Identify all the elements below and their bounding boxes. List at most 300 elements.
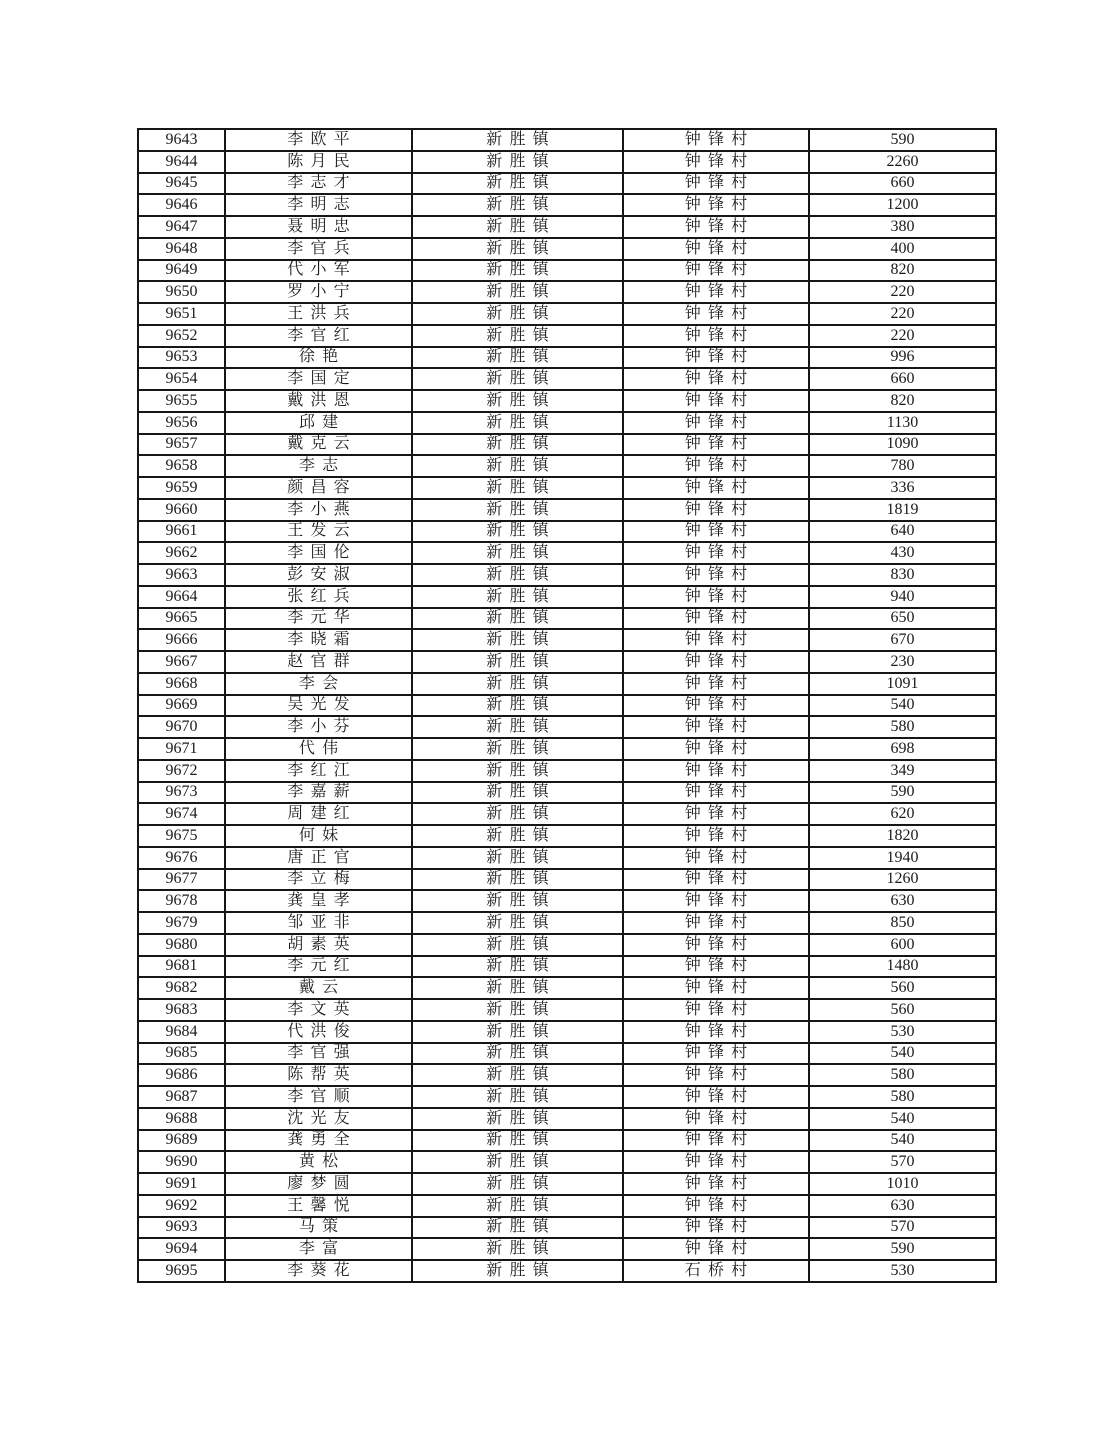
cell-town-text: 新胜镇 [486,805,556,823]
cell-town-text: 新胜镇 [486,1262,556,1279]
cell-town [412,890,623,912]
cell-town [412,673,623,695]
cell-village-text: 钟锋村 [684,152,755,170]
cell-name-text: 邹亚非 [287,913,357,931]
cell-amount: 540 [809,695,996,717]
cell-amount: 220 [809,303,996,325]
cell-name-text: 李国定 [287,370,357,388]
cell-name [225,1238,412,1260]
cell-village-text: 钟锋村 [684,435,755,453]
cell-amount: 1480 [809,956,996,978]
cell-amount: 830 [809,564,996,586]
table-row [138,673,996,695]
cell-town [412,999,623,1021]
cell-village [623,847,809,869]
cell-town-text: 新胜镇 [486,152,556,170]
cell-village-text: 钟锋村 [684,826,755,844]
cell-town [412,847,623,869]
cell-village-text: 钟锋村 [684,391,755,409]
cell-village [623,1043,809,1065]
table-row [138,956,996,978]
cell-town-text: 新胜镇 [486,696,556,714]
cell-village-text: 钟锋村 [684,674,755,692]
cell-village [623,825,809,847]
cell-town [412,564,623,586]
cell-id: 9670 [138,716,225,738]
cell-town [412,803,623,825]
cell-village [623,1195,809,1217]
cell-name [225,1173,412,1195]
table-row [138,542,996,564]
cell-town-text: 新胜镇 [486,261,556,279]
cell-name-text: 徐艳 [298,348,346,366]
cell-village-text: 钟锋村 [684,1240,755,1258]
cell-amount: 580 [809,1064,996,1086]
table-row [138,1260,996,1282]
table-row [138,1217,996,1239]
cell-id: 9683 [138,999,225,1021]
cell-town [412,325,623,347]
cell-village [623,977,809,999]
cell-village [623,1021,809,1043]
cell-id: 9695 [138,1260,225,1282]
cell-village-text: 钟锋村 [684,870,755,888]
cell-village [623,586,809,608]
cell-town [412,1130,623,1152]
cell-name [225,977,412,999]
cell-village [623,216,809,238]
cell-town-text: 新胜镇 [486,1153,556,1171]
cell-town [412,1195,623,1217]
cell-town-text: 新胜镇 [486,1240,556,1258]
cell-name-text: 代小军 [287,261,357,279]
cell-id: 9685 [138,1043,225,1065]
table-row [138,347,996,369]
cell-name-text: 戴云 [298,979,346,997]
cell-town [412,238,623,260]
cell-name-text: 李官兵 [287,239,357,257]
cell-village [623,912,809,934]
table-row [138,194,996,216]
cell-name-text: 李官红 [287,326,357,344]
cell-town [412,499,623,521]
cell-name [225,1021,412,1043]
cell-village-text: 钟锋村 [684,174,755,192]
cell-town-text: 新胜镇 [486,1109,556,1127]
cell-village [623,521,809,543]
cell-id: 9691 [138,1173,225,1195]
cell-town [412,1217,623,1239]
cell-town [412,412,623,434]
cell-village [623,303,809,325]
cell-village [623,1130,809,1152]
cell-name-text: 李小燕 [287,500,357,518]
cell-village-text: 钟锋村 [684,979,755,997]
cell-name [225,825,412,847]
cell-town-text: 新胜镇 [486,826,556,844]
cell-town-text: 新胜镇 [486,631,556,649]
cell-village-text: 钟锋村 [684,1022,755,1040]
table-row [138,738,996,760]
cell-amount: 698 [809,738,996,760]
cell-village [623,629,809,651]
cell-id: 9658 [138,455,225,477]
cell-name [225,434,412,456]
table-row [138,586,996,608]
cell-amount: 1260 [809,869,996,891]
cell-village [623,325,809,347]
table-row [138,564,996,586]
cell-town-text: 新胜镇 [486,522,556,540]
cell-town [412,1260,623,1282]
cell-name [225,368,412,390]
cell-village [623,194,809,216]
table-row [138,803,996,825]
cell-name-text: 张红兵 [287,587,357,605]
cell-amount: 590 [809,1238,996,1260]
cell-town-text: 新胜镇 [486,935,556,953]
cell-town-text: 新胜镇 [486,1022,556,1040]
cell-name-text: 陈月民 [287,152,357,170]
table-row [138,1173,996,1195]
table-row [138,977,996,999]
cell-name [225,303,412,325]
cell-amount: 820 [809,390,996,412]
cell-village-text: 钟锋村 [684,609,755,627]
cell-village-text: 钟锋村 [684,913,755,931]
table-row [138,238,996,260]
cell-id: 9657 [138,434,225,456]
table-row [138,1064,996,1086]
cell-town [412,434,623,456]
cell-amount: 540 [809,1108,996,1130]
cell-id: 9684 [138,1021,225,1043]
table-row [138,1086,996,1108]
cell-id: 9660 [138,499,225,521]
cell-name [225,629,412,651]
cell-id: 9686 [138,1064,225,1086]
table-row [138,847,996,869]
cell-id: 9693 [138,1217,225,1239]
cell-name-text: 李葵花 [287,1262,357,1279]
cell-name [225,934,412,956]
cell-village-text: 钟锋村 [684,196,755,214]
cell-amount: 1200 [809,194,996,216]
cell-name [225,1217,412,1239]
cell-village-text: 钟锋村 [684,1196,755,1214]
cell-town-text: 新胜镇 [486,609,556,627]
cell-town [412,934,623,956]
cell-village-text: 钟锋村 [684,587,755,605]
cell-name-text: 李志才 [287,174,357,192]
cell-village [623,760,809,782]
cell-village-text: 钟锋村 [684,783,755,801]
cell-village-text: 钟锋村 [684,739,755,757]
cell-name [225,347,412,369]
cell-name-text: 李元华 [287,609,357,627]
cell-town-text: 新胜镇 [486,174,556,192]
cell-name-text: 龚皇孝 [287,892,357,910]
cell-amount: 660 [809,368,996,390]
cell-village [623,1086,809,1108]
cell-town-text: 新胜镇 [486,348,556,366]
cell-village-text: 钟锋村 [684,1044,755,1062]
cell-amount: 620 [809,803,996,825]
cell-village-text: 钟锋村 [684,1000,755,1018]
cell-id: 9661 [138,521,225,543]
table-row [138,1238,996,1260]
table-row [138,1043,996,1065]
cell-id: 9666 [138,629,225,651]
cell-name-text: 李红江 [287,761,357,779]
cell-name-text: 李富 [298,1240,346,1258]
cell-amount: 640 [809,521,996,543]
cell-name [225,1130,412,1152]
cell-town [412,1151,623,1173]
cell-town-text: 新胜镇 [486,565,556,583]
cell-name [225,455,412,477]
cell-name [225,1260,412,1282]
cell-town-text: 新胜镇 [486,283,556,301]
cell-village-text: 钟锋村 [684,1087,755,1105]
cell-name-text: 李官强 [287,1044,357,1062]
cell-id: 9692 [138,1195,225,1217]
cell-id: 9671 [138,738,225,760]
cell-id: 9656 [138,412,225,434]
cell-id: 9688 [138,1108,225,1130]
cell-name [225,1151,412,1173]
cell-town-text: 新胜镇 [486,674,556,692]
cell-town [412,1108,623,1130]
cell-name-text: 李会 [298,674,346,692]
table-row [138,912,996,934]
cell-town [412,912,623,934]
cell-name-text: 周建红 [287,805,357,823]
table-row [138,760,996,782]
cell-town-text: 新胜镇 [486,1044,556,1062]
cell-town [412,194,623,216]
table-row [138,608,996,630]
cell-village [623,151,809,173]
cell-village [623,716,809,738]
table-row [138,1151,996,1173]
cell-town [412,651,623,673]
cell-village-text: 钟锋村 [684,631,755,649]
cell-amount: 1090 [809,434,996,456]
cell-amount: 630 [809,890,996,912]
cell-name-text: 廖梦圆 [287,1174,357,1192]
cell-amount: 630 [809,1195,996,1217]
cell-name [225,216,412,238]
cell-id: 9653 [138,347,225,369]
cell-name-text: 沈光友 [287,1109,357,1127]
cell-amount: 580 [809,1086,996,1108]
cell-village-text: 钟锋村 [684,1066,755,1084]
cell-name-text: 李晓霜 [287,631,357,649]
cell-amount: 220 [809,281,996,303]
table-row [138,434,996,456]
cell-name [225,803,412,825]
cell-village-text: 钟锋村 [684,1174,755,1192]
table-row [138,477,996,499]
cell-village [623,651,809,673]
cell-name [225,847,412,869]
table-row [138,934,996,956]
cell-name [225,281,412,303]
cell-name [225,586,412,608]
cell-town-text: 新胜镇 [486,848,556,866]
cell-name-text: 邱建 [298,413,346,431]
cell-town-text: 新胜镇 [486,217,556,235]
cell-name [225,260,412,282]
cell-town [412,1238,623,1260]
table-row [138,173,996,195]
cell-village-text: 钟锋村 [684,565,755,583]
cell-name [225,738,412,760]
roster-table-body [138,129,996,1282]
cell-id: 9644 [138,151,225,173]
cell-village [623,1151,809,1173]
cell-id: 9667 [138,651,225,673]
cell-village [623,738,809,760]
cell-name-text: 吴光发 [287,696,357,714]
cell-town [412,825,623,847]
cell-name [225,1086,412,1108]
cell-village-text: 钟锋村 [684,239,755,257]
cell-village [623,673,809,695]
cell-name [225,716,412,738]
table-row [138,651,996,673]
cell-village [623,477,809,499]
cell-amount: 660 [809,173,996,195]
cell-town-text: 新胜镇 [486,652,556,670]
cell-village [623,455,809,477]
cell-id: 9673 [138,782,225,804]
cell-village-text: 钟锋村 [684,370,755,388]
cell-name [225,1064,412,1086]
cell-amount: 560 [809,977,996,999]
cell-town [412,260,623,282]
cell-id: 9651 [138,303,225,325]
cell-name-text: 李欧平 [287,130,357,148]
cell-town-text: 新胜镇 [486,391,556,409]
cell-name-text: 胡素英 [287,935,357,953]
cell-amount: 1819 [809,499,996,521]
cell-name [225,151,412,173]
cell-id: 9669 [138,695,225,717]
cell-amount: 670 [809,629,996,651]
cell-name [225,1108,412,1130]
cell-id: 9679 [138,912,225,934]
cell-village-text: 钟锋村 [684,500,755,518]
cell-name-text: 李文英 [287,1000,357,1018]
cell-town-text: 新胜镇 [486,892,556,910]
cell-town-text: 新胜镇 [486,130,556,148]
table-row [138,455,996,477]
table-row [138,825,996,847]
cell-village-text: 钟锋村 [684,1131,755,1149]
table-row [138,695,996,717]
cell-name [225,238,412,260]
cell-id: 9676 [138,847,225,869]
cell-village [623,390,809,412]
cell-town-text: 新胜镇 [486,1218,556,1236]
cell-town [412,521,623,543]
cell-town-text: 新胜镇 [486,413,556,431]
cell-town-text: 新胜镇 [486,1131,556,1149]
cell-village-text: 钟锋村 [684,217,755,235]
cell-town-text: 新胜镇 [486,1196,556,1214]
cell-village-text: 钟锋村 [684,935,755,953]
cell-id: 9655 [138,390,225,412]
cell-name [225,890,412,912]
cell-name-text: 罗小宁 [287,283,357,301]
cell-id: 9690 [138,1151,225,1173]
cell-town [412,477,623,499]
cell-town [412,455,623,477]
table-row [138,216,996,238]
cell-id: 9681 [138,956,225,978]
cell-town [412,869,623,891]
cell-amount: 996 [809,347,996,369]
table-row [138,303,996,325]
cell-village [623,129,809,151]
cell-village [623,281,809,303]
cell-village [623,1064,809,1086]
cell-town-text: 新胜镇 [486,957,556,975]
cell-name [225,521,412,543]
cell-village-text: 钟锋村 [684,130,755,148]
cell-id: 9664 [138,586,225,608]
cell-village-text: 钟锋村 [684,522,755,540]
cell-amount: 2260 [809,151,996,173]
cell-town-text: 新胜镇 [486,544,556,562]
cell-town [412,1086,623,1108]
cell-amount: 590 [809,129,996,151]
cell-town-text: 新胜镇 [486,239,556,257]
cell-village [623,238,809,260]
cell-village-text: 钟锋村 [684,696,755,714]
cell-name-text: 陈帮英 [287,1066,357,1084]
cell-town-text: 新胜镇 [486,870,556,888]
cell-village [623,1238,809,1260]
cell-name [225,477,412,499]
cell-village-text: 钟锋村 [684,892,755,910]
cell-village-text: 钟锋村 [684,413,755,431]
table-row [138,716,996,738]
cell-name-text: 戴克云 [287,435,357,453]
table-row [138,1021,996,1043]
cell-name-text: 李小芬 [287,718,357,736]
cell-amount: 570 [809,1151,996,1173]
cell-amount: 780 [809,455,996,477]
cell-name-text: 聂明忠 [287,217,357,235]
cell-village [623,1260,809,1282]
cell-amount: 530 [809,1021,996,1043]
table-row [138,1108,996,1130]
cell-village [623,434,809,456]
cell-name [225,564,412,586]
cell-town-text: 新胜镇 [486,1000,556,1018]
cell-amount: 1091 [809,673,996,695]
cell-town-text: 新胜镇 [486,435,556,453]
table-row [138,521,996,543]
table-row [138,260,996,282]
cell-amount: 850 [809,912,996,934]
cell-name [225,673,412,695]
cell-id: 9654 [138,368,225,390]
cell-name-text: 代伟 [298,739,346,757]
